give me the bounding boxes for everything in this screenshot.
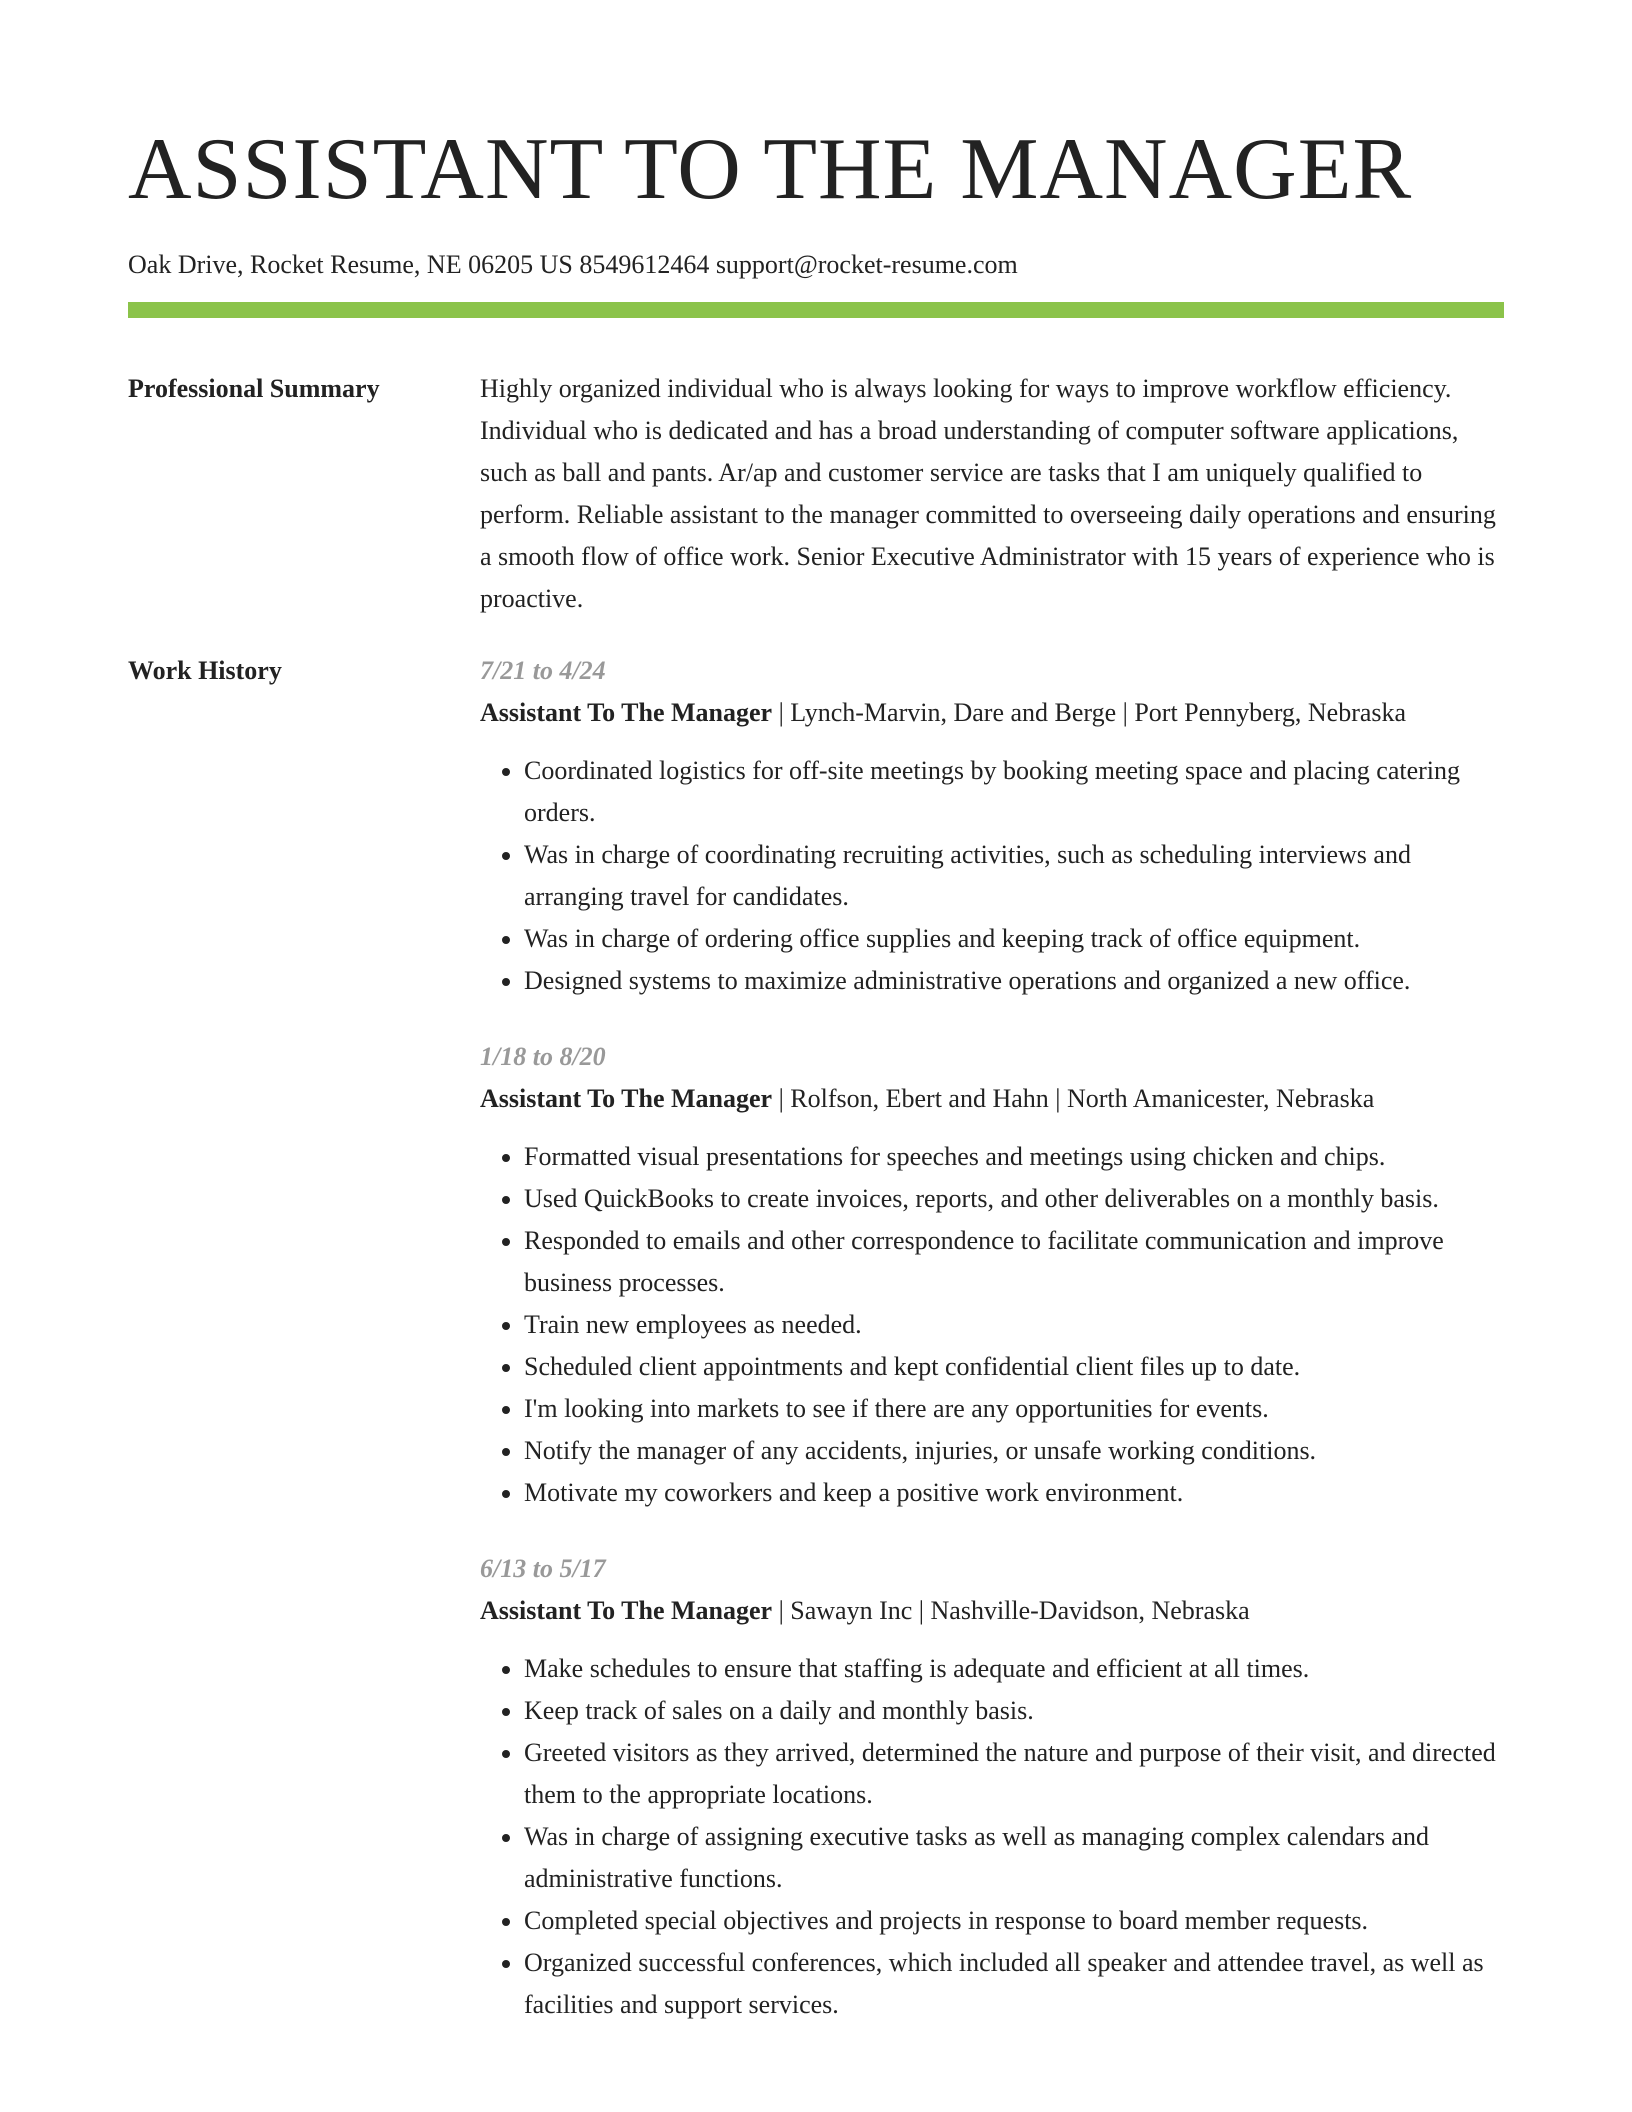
work-history-body	[480, 650, 1504, 2060]
job-entry	[480, 1548, 1504, 2026]
work-history-section	[128, 650, 1504, 2060]
summary-text: Highly organized individual who is always looking for ways to improve workflow efficiency. Individual who is dedicated and has a broad understanding of computer software applications, such as ball and pants. Ar/ap and customer service are tasks that I am uniquely qualified to perform. Reliable assistant to the manager committed to overseeing daily operations and ensuring a smooth flow of office work. Senior Executive Administrator with 15 years of experience who is proactive.	[480, 374, 1496, 613]
job-bullet: • Greeted visitors as they arrived, determined the nature and purpose of their visit, and directed them to the appropriate locations.	[524, 1732, 1504, 1816]
job-bullet-list	[480, 750, 1504, 1002]
job-bullet: • Responded to emails and other correspondence to facilitate communication and improve business processes.	[524, 1220, 1504, 1304]
job-bullet: • Formatted visual presentations for speeches and meetings using chicken and chips.	[524, 1136, 1504, 1178]
job-bullet: • Used QuickBooks to create invoices, reports, and other deliverables on a monthly basis.	[524, 1178, 1504, 1220]
resume-page	[128, 120, 1504, 2060]
job-bullet-list	[480, 1648, 1504, 2026]
job-bullet: • Train new employees as needed.	[524, 1304, 1504, 1346]
job-details: | Rolfson, Ebert and Hahn | North Amanicester, Nebraska	[772, 1084, 1375, 1113]
job-dates: 7/21 to 4/24	[480, 656, 606, 685]
job-bullet: • Motivate my coworkers and keep a positive work environment.	[524, 1472, 1504, 1514]
job-title: Assistant To The Manager	[480, 1084, 773, 1113]
job-dates: 1/18 to 8/20	[480, 1042, 606, 1071]
job-dates: 6/13 to 5/17	[480, 1554, 606, 1583]
accent-divider	[128, 302, 1504, 318]
job-entry	[480, 1036, 1504, 1514]
job-entry	[480, 650, 1504, 1002]
job-bullet: • Designed systems to maximize administrative operations and organized a new office.	[524, 960, 1504, 1002]
professional-summary-section	[128, 368, 1504, 620]
job-bullet: • Notify the manager of any accidents, injuries, or unsafe working conditions.	[524, 1430, 1504, 1472]
resume-name-heading: ASSISTANT TO THE MANAGER	[128, 121, 1413, 218]
job-details: | Sawayn Inc | Nashville-Davidson, Nebraska	[772, 1596, 1250, 1625]
job-bullet: • Was in charge of assigning executive tasks as well as managing complex calendars and administrative functions.	[524, 1816, 1504, 1900]
job-bullet: • Was in charge of ordering office supplies and keeping track of office equipment.	[524, 918, 1504, 960]
job-heading	[480, 1590, 1504, 1632]
section-title-summary: Professional Summary	[128, 374, 380, 403]
summary-body	[480, 368, 1504, 620]
contact-line: Oak Drive, Rocket Resume, NE 06205 US 8549612464 support@rocket-resume.com	[128, 250, 1018, 279]
job-bullet: • Was in charge of coordinating recruiting activities, such as scheduling interviews and arranging travel for candidates.	[524, 834, 1504, 918]
job-bullet: • Scheduled client appointments and kept confidential client files up to date.	[524, 1346, 1504, 1388]
job-bullet: • I'm looking into markets to see if there are any opportunities for events.	[524, 1388, 1504, 1430]
job-bullet: • Completed special objectives and projects in response to board member requests.	[524, 1900, 1504, 1942]
job-details: | Lynch-Marvin, Dare and Berge | Port Pennyberg, Nebraska	[772, 698, 1407, 727]
job-title: Assistant To The Manager	[480, 1596, 773, 1625]
job-bullet: • Keep track of sales on a daily and monthly basis.	[524, 1690, 1504, 1732]
job-title: Assistant To The Manager	[480, 698, 773, 727]
job-bullet: • Organized successful conferences, which included all speaker and attendee travel, as well as facilities and support services.	[524, 1942, 1504, 2026]
job-bullet: • Coordinated logistics for off-site meetings by booking meeting space and placing catering orders.	[524, 750, 1504, 834]
job-heading	[480, 1078, 1504, 1120]
section-title-work-history: Work History	[128, 656, 282, 685]
job-bullet: • Make schedules to ensure that staffing is adequate and efficient at all times.	[524, 1648, 1504, 1690]
job-heading	[480, 692, 1504, 734]
job-bullet-list	[480, 1136, 1504, 1514]
